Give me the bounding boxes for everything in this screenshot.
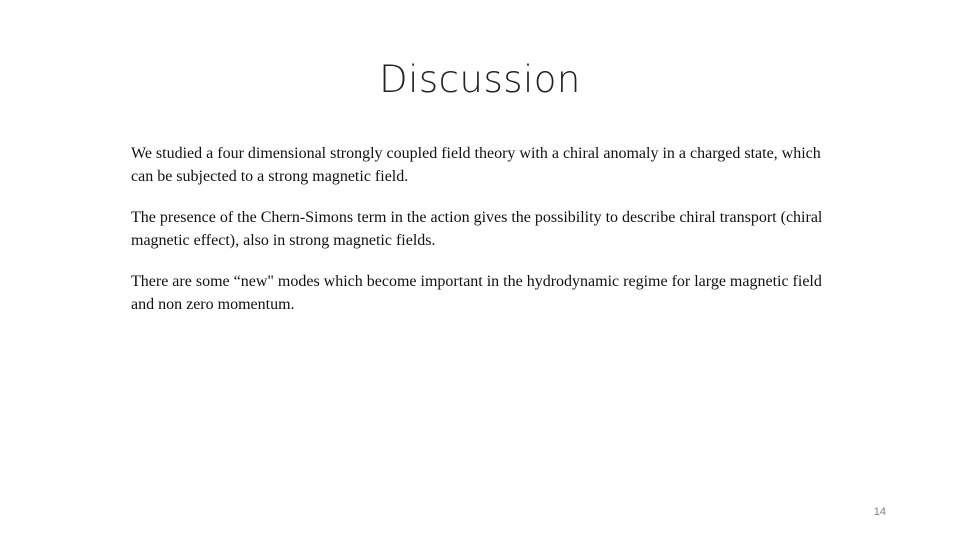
page-number: 14 bbox=[873, 506, 886, 518]
paragraph-1: We studied a four dimensional strongly coupled field theory with a chiral anomaly in a charged state, which can be subjected to a strong magnetic field. bbox=[131, 145, 821, 185]
slide-title: Discussion bbox=[379, 58, 581, 101]
slide-body bbox=[131, 143, 831, 335]
paragraph-2: The presence of the Chern-Simons term in the action gives the possibility to describe chiral transport (chiral magnetic effect), also in strong magnetic fields. bbox=[131, 209, 823, 249]
paragraph-3: There are some “new" modes which become important in the hydrodynamic regime for large magnetic field and non zero momentum. bbox=[131, 273, 822, 313]
